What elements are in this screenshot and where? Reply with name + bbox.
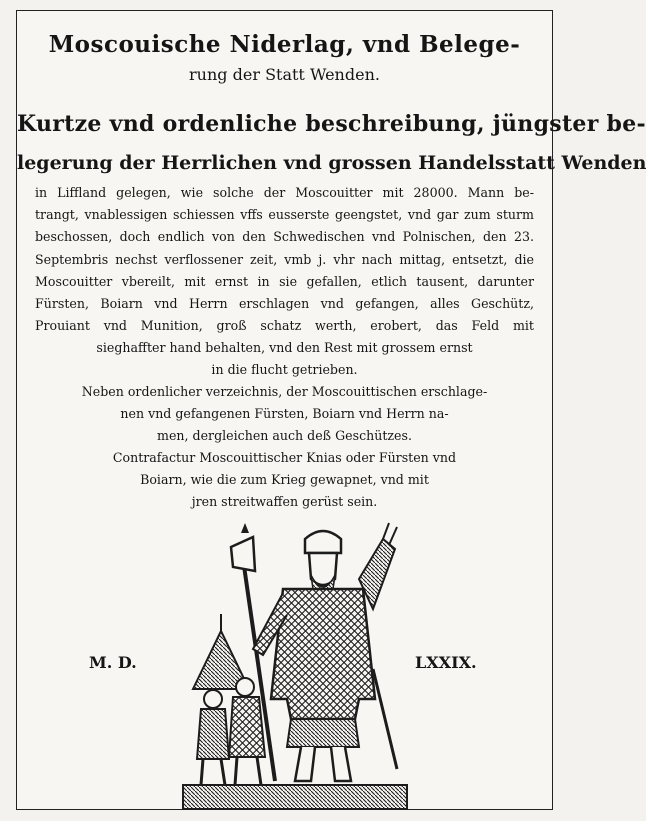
body-line-7: Prouiant vnd Munition, groß schatz werth, erobert, das Feld mit xyxy=(35,318,534,333)
heading-line-1: Kurtze vnd ordenliche beschreibung, jüngster be- xyxy=(17,111,646,137)
centered-line-5: Contrafactur Moscouittischer Knias oder Fürsten vnd xyxy=(112,450,457,465)
title-page xyxy=(16,10,646,810)
centered-line-7: jren streitwaffen gerüst sein. xyxy=(191,494,378,509)
heading-line-2: legerung der Herrlichen vnd grossen Handelsstatt Wenden xyxy=(17,152,646,174)
date-left: M. D. xyxy=(89,653,137,672)
title-line-2: rung der Statt Wenden. xyxy=(189,65,380,84)
body-line-4: Septembris nechst verflossener zeit, vmb j. vhr nach mittag, entsetzt, die xyxy=(35,252,534,267)
body-line-1: in Liffland gelegen, wie solche der Moscouitter mit 28000. Mann be- xyxy=(35,185,534,200)
date-right: LXXIX. xyxy=(415,653,477,672)
body-line-6: Fürsten, Boiarn vnd Herrn erschlagen vnd gefangen, alles Geschütz, xyxy=(35,296,534,311)
title-line-1: Moscouische Niderlag, vnd Belege- xyxy=(48,31,521,58)
centered-line-4: men, dergleichen auch deß Geschützes. xyxy=(157,428,412,443)
body-line-3: beschossen, doch endlich von den Schwedischen vnd Polnischen, den 23. xyxy=(35,229,534,244)
body-line-8: sieghaffter hand behalten, vnd den Rest mit grossem ernst xyxy=(96,340,473,355)
woodcut-ground xyxy=(183,785,407,809)
woodcut-small-figures xyxy=(197,678,265,785)
centered-line-1: in die flucht getrieben. xyxy=(211,362,358,377)
centered-line-6: Boiarn, wie die zum Krieg gewapnet, vnd mit xyxy=(140,472,429,487)
woodcut-sword xyxy=(373,669,397,769)
centered-line-2: Neben ordenlicher verzeichnis, der Moscouittischen erschlage- xyxy=(81,384,488,399)
centered-line-3: nen vnd gefangenen Fürsten, Boiarn vnd Herrn na- xyxy=(120,406,449,421)
body-line-5: Moscouitter vbereilt, mit ernst in sie gefallen, etlich tausent, darunter xyxy=(35,274,534,289)
woodcut-illustration xyxy=(183,519,407,809)
body-line-2: trangt, vnablessigen schiessen vffs eusserste geengstet, vnd gar zum sturm xyxy=(35,207,534,222)
